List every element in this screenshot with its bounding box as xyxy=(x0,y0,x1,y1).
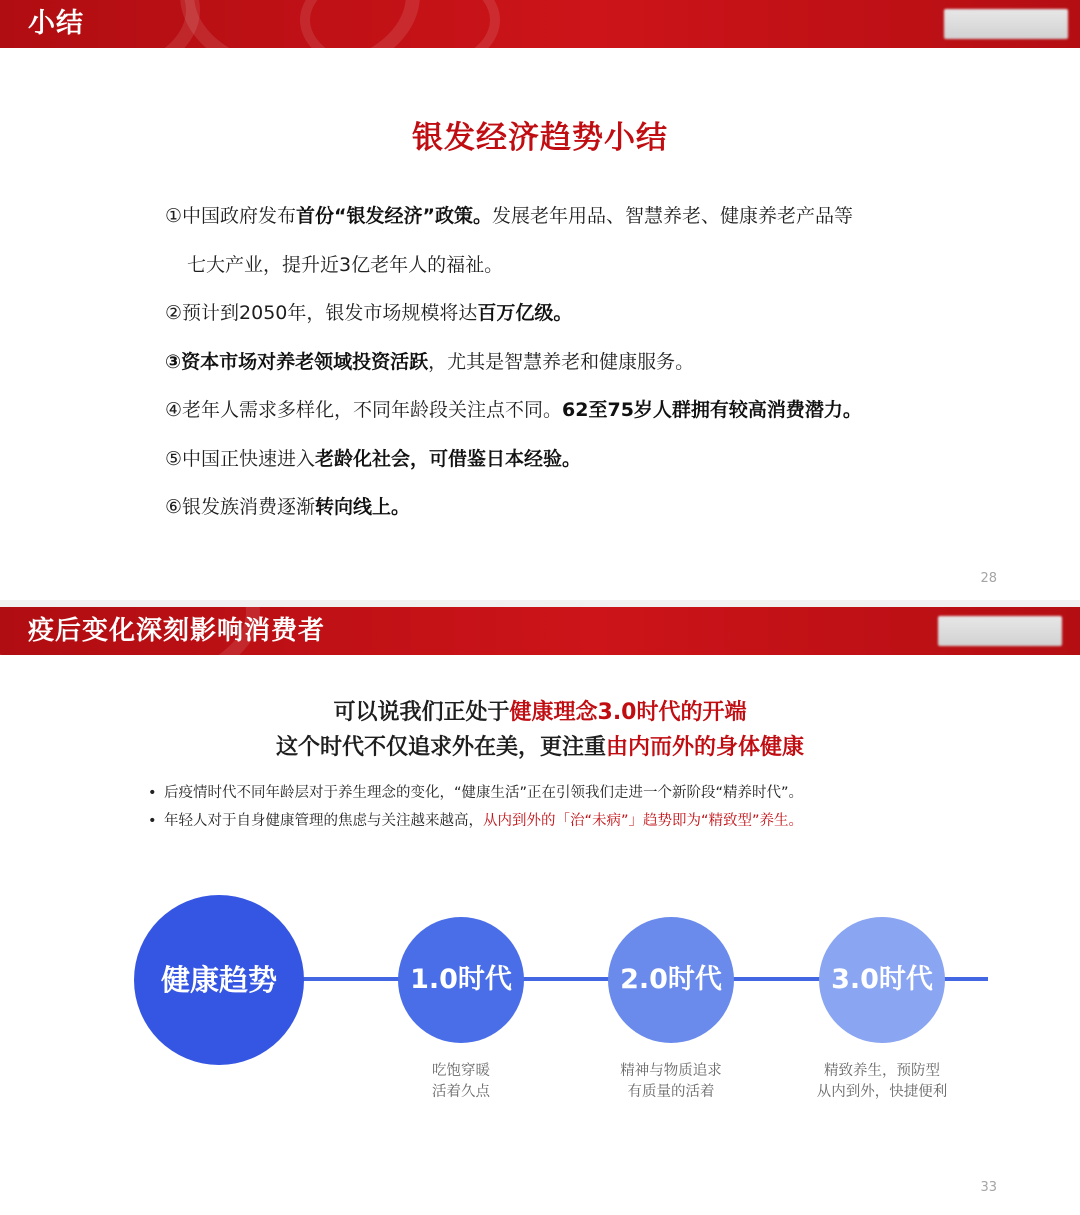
slide-title: 银发经济趋势小结 xyxy=(412,120,668,156)
blurred-logo xyxy=(938,616,1062,646)
header-bar xyxy=(0,607,1080,655)
slide-summary xyxy=(0,0,1080,600)
list-item: ①中国政府发布首份“银发经济”政策。发展老年用品、智慧养老、健康养老产品等 xyxy=(165,205,854,227)
page-number: 33 xyxy=(980,1180,997,1195)
slide-divider xyxy=(0,600,1080,607)
header-title: 疫后变化深刻影响消费者 xyxy=(28,616,326,646)
timeline-main-circle: 健康趋势 xyxy=(134,895,304,1065)
era-2-circle: 2.0时代 xyxy=(608,917,734,1043)
health-trend-timeline xyxy=(0,887,1080,1127)
list-item: 七大产业，提升近3亿老年人的福祉。 xyxy=(187,253,504,276)
list-item: ④老年人需求多样化，不同年龄段关注点不同。62至75岁人群拥有较高消费潜力。 xyxy=(165,399,862,421)
summary-list xyxy=(165,204,945,544)
bullet-list xyxy=(148,779,1028,835)
list-item: ⑥银发族消费逐渐转向线上。 xyxy=(165,496,411,518)
bullet-item: • 后疫情时代不同年龄层对于养生理念的变化，“健康生活”正在引领我们走进一个新阶段“精养时代”。 xyxy=(148,785,804,801)
headline xyxy=(0,695,1080,765)
page-number: 28 xyxy=(980,571,997,586)
era-1-circle: 1.0时代 xyxy=(398,917,524,1043)
headline-line-1: 可以说我们正处于健康理念3.0时代的开端 xyxy=(333,700,747,725)
slide-post-pandemic xyxy=(0,607,1080,1215)
bullet-item: • 年轻人对于自身健康管理的焦虑与关注越来越高，从内到外的「治“未病”」趋势即为“精致型”养生。 xyxy=(148,813,804,829)
era-3-circle: 3.0时代 xyxy=(819,917,945,1043)
era-1-caption: 吃饱穿暖 活着久点 xyxy=(432,1063,490,1100)
list-item: ③资本市场对养老领域投资活跃，尤其是智慧养老和健康服务。 xyxy=(165,350,695,373)
blurred-logo xyxy=(944,9,1068,39)
header-title: 小结 xyxy=(28,8,84,39)
list-item: ②预计到2050年，银发市场规模将达百万亿级。 xyxy=(165,302,573,324)
header-bar xyxy=(0,0,1080,48)
headline-line-2: 这个时代不仅追求外在美，更注重由内而外的身体健康 xyxy=(275,735,805,760)
era-2-caption: 精神与物质追求 有质量的活着 xyxy=(620,1063,722,1100)
era-3-caption: 精致养生，预防型 从内到外，快捷便利 xyxy=(816,1063,948,1100)
list-item: ⑤中国正快速进入老龄化社会，可借鉴日本经验。 xyxy=(165,447,582,470)
